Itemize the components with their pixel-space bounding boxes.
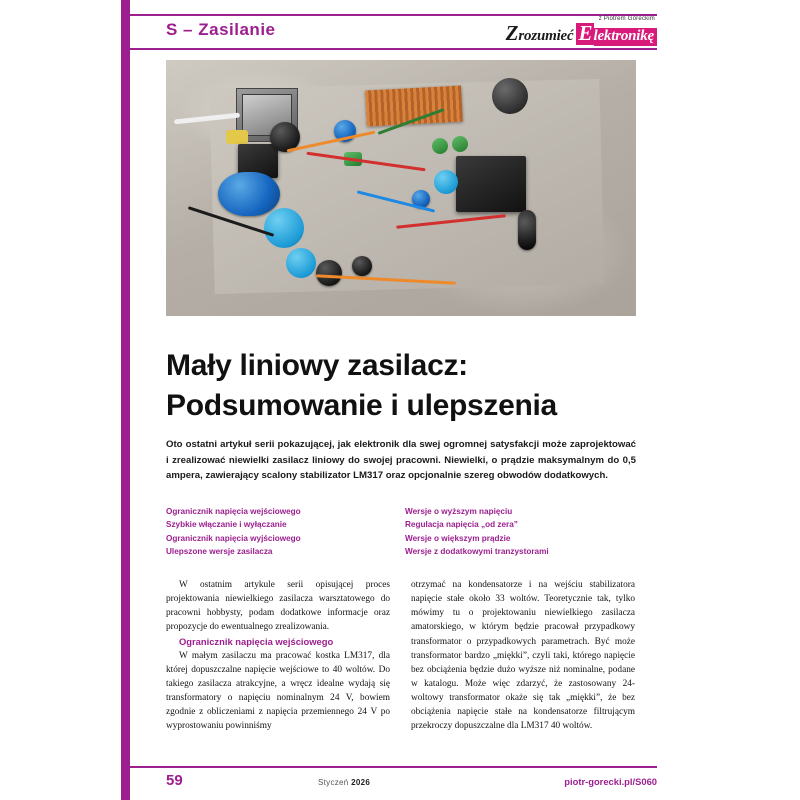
contents-item[interactable]: Wersje o większym prądzie <box>405 533 511 543</box>
logo-letter-z: Z <box>505 21 519 45</box>
contents-item[interactable]: Szybkie włączanie i wyłączanie <box>166 520 287 530</box>
contents-column-right <box>397 505 636 558</box>
headline-line-2: Podsumowanie i ulepszenia <box>166 388 557 422</box>
contents-item[interactable]: Wersje o wyższym napięciu <box>405 507 513 516</box>
body-column-left <box>166 578 390 734</box>
section-title: S – Zasilanie <box>166 20 276 39</box>
photo-potentiometer-3 <box>434 170 458 194</box>
photo-capacitor-black-2 <box>316 260 342 286</box>
body-paragraph: otrzymać na kondensatorze i na wejściu stabilizatora napięcie stałe około 33 woltów. Teoretycznie tak, tylko mówimy tu o projektowaniu niewielkiego zasilacza amatorskiego, w którym będzie pracował przypadkowy transformator o przypadkowych parametrach. Być może transformator bardzo „miękki”, czyli taki, którego napięcie bez obciążenia będzie dużo wyższe niż nominalne, podane w katalogu. Może więc zdarzyć, że zastosowany 24-woltowy transformator okaże się tak „miękki”, że bez obciążenia napięcie stałe na kondensatorze filtrującym przekroczy dopuszczalne dla LM317 40 woltów. <box>411 580 635 732</box>
photo-green-component-3 <box>452 136 468 152</box>
article-contents-list <box>166 505 636 558</box>
photo-capacitor-black-4 <box>518 210 536 250</box>
contents-item[interactable]: Ogranicznik napięcia wejściowego <box>166 507 301 516</box>
contents-item[interactable]: Wersje z dodatkowymi tranzystorami <box>405 546 549 556</box>
photo-black-module-2 <box>456 156 526 212</box>
headline-line-1: Mały liniowy zasilacz: <box>166 349 468 382</box>
photo-green-component-2 <box>432 138 448 154</box>
photo-yellow-clip <box>226 130 248 144</box>
logo-word-rozumiec: rozumieć <box>518 28 574 44</box>
issue-date <box>318 778 370 787</box>
body-subheading: Ogranicznik napięcia wejściowego <box>179 635 334 647</box>
photo-potentiometer-2 <box>286 248 316 278</box>
body-column-right <box>411 578 635 734</box>
article-body <box>166 578 636 734</box>
logo-wordmark <box>476 23 657 46</box>
article-lead-paragraph: Oto ostatni artykuł serii pokazującej, jak elektronik dla swej ogromnej satysfakcji może zaprojektować i zrealizować niewielki zasilacz liniowy do swojej pracowni. Niewielki, o prądzie maksymalnym do 0,5 ampera, zawierający scalony stabilizator LM317 oraz opcjonalnie szereg obwodów dodatkowych. <box>166 439 636 482</box>
header-rule-bottom <box>130 48 657 50</box>
footer-url[interactable]: piotr-gorecki.pl/S060 <box>564 776 657 787</box>
body-paragraph: W ostatnim artykule serii opisującej proces projektowania niewielkiego zasilacza warsztatowego do pracowni hobbysty, podam dodatkowe informacje oraz propozycje do ewentualnego zrealizowania. <box>166 580 390 633</box>
logo-word-lektronike: lektronikę <box>594 28 658 46</box>
page-number: 59 <box>166 772 183 789</box>
magazine-logo <box>476 16 657 48</box>
body-paragraph: W małym zasilaczu ma pracować kostka LM317, dla której dopuszczalne napięcie wejściowe to 40 woltów. Do takiego zasilacza atrakcyjne, a wręcz idealne wydają się transformatory o napięciu nominalnym 24 V, bowiem zgodnie z obliczeniami z napięcia przemiennego 24 V po wyprostowaniu powinniśmy <box>166 650 390 732</box>
photo-capacitor-black-3 <box>352 256 372 276</box>
photo-black-knob <box>492 78 528 114</box>
footer-rule <box>130 766 657 768</box>
issue-year: 2026 <box>351 778 371 787</box>
breadboard-power-supply-photo <box>166 60 636 316</box>
photo-potentiometer-1 <box>264 208 304 248</box>
photo-background <box>166 60 636 316</box>
logo-tagline: z Piotrem Góreckim <box>598 16 655 22</box>
logo-letter-e: E <box>578 21 593 45</box>
article-headline <box>166 346 646 425</box>
photo-capacitor-large <box>218 172 280 216</box>
contents-item[interactable]: Ulepszone wersje zasilacza <box>166 546 273 556</box>
contents-column-left <box>166 505 397 558</box>
contents-item[interactable]: Regulacja napięcia „od zera” <box>405 520 518 530</box>
contents-item[interactable]: Ogranicznik napięcia wyjściowego <box>166 533 301 543</box>
page-spine-bar <box>121 0 130 800</box>
issue-month: Styczeń <box>318 778 349 787</box>
